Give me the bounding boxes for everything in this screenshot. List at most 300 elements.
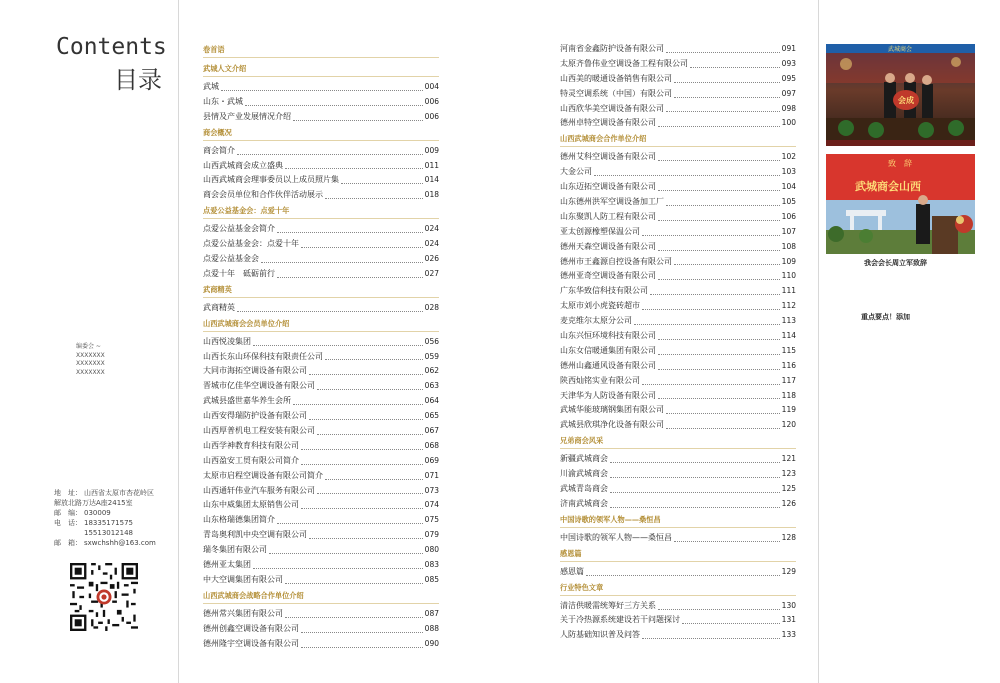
toc-entry[interactable] [560, 150, 796, 165]
toc-page-number: 102 [781, 152, 796, 162]
toc-leader-dots [293, 119, 423, 121]
toc-entry[interactable] [203, 543, 439, 558]
toc-entry-title: 青岛奥利凯中央空调有限公司 [203, 530, 307, 540]
toc-entry-title: 人防基础知识普及问答 [560, 630, 640, 640]
toc-page-number: 117 [781, 375, 796, 385]
toc-entry[interactable] [203, 222, 439, 237]
contents-title-zh: 目录 [114, 66, 162, 94]
toc-entry[interactable] [560, 284, 796, 299]
toc-entry[interactable] [560, 628, 796, 643]
toc-page-number: 129 [781, 566, 796, 576]
toc-entry-title: 山西厚普机电工程安装有限公司 [203, 426, 315, 436]
toc-leader-dots [586, 574, 780, 576]
toc-page-number: 097 [781, 88, 796, 98]
toc-entry-title: 德州市王鑫源自控设备有限公司 [560, 256, 672, 266]
toc-leader-dots [642, 637, 780, 639]
toc-page-number: 120 [781, 420, 796, 430]
toc-entry[interactable] [203, 528, 439, 543]
toc-entry[interactable] [560, 344, 796, 359]
toc-entry[interactable] [203, 364, 439, 379]
toc-entry[interactable] [203, 558, 439, 573]
toc-page-number: 006 [424, 96, 439, 106]
toc-page-number: 130 [781, 600, 796, 610]
toc-entry[interactable] [560, 599, 796, 614]
toc-column-2 [560, 42, 796, 643]
toc-leader-dots [658, 249, 780, 251]
toc-page-number: 067 [424, 426, 439, 436]
photo-chairman-speech [826, 154, 975, 254]
toc-page-number: 004 [424, 81, 439, 91]
toc-entry[interactable] [560, 565, 796, 580]
toc-page-number: 126 [781, 498, 796, 508]
toc-page-number: 024 [424, 239, 439, 249]
toc-entry-title: 德州创鑫空调设备有限公司 [203, 623, 299, 633]
toc-entry-title: 武商精英 [203, 302, 235, 312]
toc-entry-title: 太原市启程空调设备有限公司简介 [203, 470, 323, 480]
toc-leader-dots [690, 66, 780, 68]
toc-page-number: 027 [424, 268, 439, 278]
toc-entry-title: 亚太创源橡塑保温公司 [560, 226, 640, 236]
toc-entry[interactable] [560, 255, 796, 270]
phone-label: 电 话： [54, 519, 82, 527]
toc-entry-title: 商会简介 [203, 145, 235, 155]
toc-page-number: 083 [424, 560, 439, 570]
toc-page-number: 115 [781, 345, 796, 355]
toc-section-heading: 点爱公益基金会：点爱十年 [203, 203, 439, 219]
toc-leader-dots [658, 338, 780, 340]
toc-section-heading: 武商精英 [203, 282, 439, 298]
toc-leader-dots [253, 344, 423, 346]
toc-leader-dots [666, 427, 780, 429]
toc-entry[interactable] [203, 335, 439, 350]
toc-entry-title: 德州艾科空调设备有限公司 [560, 152, 656, 162]
toc-entry[interactable] [560, 452, 796, 467]
toc-leader-dots [237, 153, 423, 155]
toc-entry-title: 济南武城商会 [560, 498, 608, 508]
toc-section-heading: 山西武城商会会员单位介绍 [203, 316, 439, 332]
toc-entry[interactable] [203, 424, 439, 439]
toc-leader-dots [658, 219, 780, 221]
photo-caption-1: 我会会长周立军致辞 [864, 259, 927, 267]
toc-entry[interactable] [203, 394, 439, 409]
toc-page-number: 090 [424, 638, 439, 648]
toc-entry-title: 大金公司 [560, 167, 592, 177]
toc-page-number: 075 [424, 515, 439, 525]
toc-page-number: 062 [424, 366, 439, 376]
toc-page-number: 071 [424, 470, 439, 480]
toc-entry-title: 德州亚太集团 [203, 560, 251, 570]
toc-entry[interactable] [560, 102, 796, 117]
toc-entry[interactable] [560, 467, 796, 482]
toc-entry-title: 特灵空调系统（中国）有限公司 [560, 88, 672, 98]
toc-entry-title: 山西欣华美空调设备有限公司 [560, 103, 664, 113]
toc-page-number: 128 [781, 532, 796, 542]
phone-1: 18335171575 [84, 519, 133, 527]
toc-entry[interactable] [203, 513, 439, 528]
toc-leader-dots [277, 522, 423, 524]
toc-entry-title: 大同市海拓空调设备有限公司 [203, 366, 307, 376]
toc-entry[interactable] [560, 116, 796, 131]
toc-leader-dots [285, 582, 423, 584]
photo2-banner-text: 武城商会山西 [855, 180, 921, 193]
toc-entry[interactable] [560, 165, 796, 180]
toc-leader-dots [642, 383, 780, 385]
left-divider [178, 0, 179, 683]
toc-entry[interactable] [560, 240, 796, 255]
toc-page-number: 116 [781, 360, 796, 370]
toc-leader-dots [666, 110, 780, 112]
toc-leader-dots [674, 263, 780, 265]
toc-entry[interactable] [203, 498, 439, 513]
toc-leader-dots [658, 159, 780, 161]
toc-leader-dots [674, 540, 780, 542]
toc-entry-title: 山西美的暖通设备销售有限公司 [560, 73, 672, 83]
toc-entry[interactable] [203, 607, 439, 622]
toc-leader-dots [610, 491, 780, 493]
toc-page-number: 105 [781, 197, 796, 206]
toc-entry-title: 山东・武城 [203, 96, 243, 106]
toc-leader-dots [658, 278, 780, 280]
photo1-banner-text: 武城商会 [887, 46, 913, 53]
toc-page-number: 119 [781, 405, 796, 415]
toc-entry[interactable] [203, 637, 439, 652]
toc-entry[interactable] [203, 188, 439, 203]
toc-section-heading: 武城人文介绍 [203, 61, 439, 77]
toc-entry-title: 瑞冬集团有限公司 [203, 545, 267, 555]
toc-page-number: 111 [781, 286, 796, 296]
phone-2: 15513012148 [84, 529, 133, 537]
toc-leader-dots [277, 276, 423, 278]
toc-page-number: 074 [424, 500, 439, 510]
toc-entry[interactable] [203, 409, 439, 424]
toc-page-number: 121 [781, 454, 796, 464]
postcode-label: 邮 编： [54, 509, 82, 517]
toc-leader-dots [301, 646, 423, 648]
toc-page-number: 073 [424, 485, 439, 495]
toc-entry[interactable] [203, 252, 439, 267]
toc-entry[interactable] [203, 379, 439, 394]
toc-leader-dots [650, 293, 780, 295]
editorial-board [76, 343, 105, 377]
toc-entry-title: 川渝武城商会 [560, 469, 608, 479]
toc-entry[interactable] [560, 531, 796, 546]
toc-leader-dots [642, 234, 780, 236]
toc-entry[interactable] [203, 484, 439, 499]
address-label: 地 址： [54, 489, 82, 497]
toc-section-heading: 山西武城商会战略合作单位介绍 [203, 588, 439, 604]
toc-entry-title: 点爱十年 砥砺前行 [203, 268, 275, 278]
toc-entry-title: 中国诗歌的领军人物——桑恒昌 [560, 532, 672, 542]
toc-entry[interactable] [203, 80, 439, 95]
toc-entry[interactable] [203, 267, 439, 282]
right-divider [818, 0, 819, 683]
toc-entry[interactable] [560, 57, 796, 72]
toc-leader-dots [317, 433, 423, 435]
toc-leader-dots [301, 463, 423, 465]
editor-name: XXXXXXX [76, 368, 105, 376]
toc-entry[interactable] [203, 173, 439, 188]
toc-section-heading: 行业特色文章 [560, 580, 796, 596]
toc-entry[interactable] [203, 350, 439, 365]
toc-entry-title: 山西安得瑞防护设备有限公司 [203, 411, 307, 421]
toc-entry[interactable] [560, 359, 796, 374]
toc-entry-title: 山东女信暖通集团有限公司 [560, 345, 656, 355]
toc-entry[interactable] [560, 42, 796, 57]
toc-leader-dots [285, 167, 423, 169]
toc-entry-title: 山西武城商会理事委员以上成员照片集 [203, 175, 339, 185]
editor-name: XXXXXXX [76, 351, 105, 359]
toc-page-number: 063 [424, 381, 439, 391]
toc-leader-dots [269, 552, 423, 554]
toc-leader-dots [666, 412, 780, 414]
toc-page-number: 109 [781, 256, 796, 266]
toc-page-number: 080 [424, 545, 439, 555]
toc-leader-dots [658, 125, 780, 127]
toc-section-heading: 山西武城商会合作单位介绍 [560, 131, 796, 147]
toc-page-number: 114 [781, 331, 796, 341]
toc-entry[interactable] [203, 110, 439, 125]
toc-page-number: 106 [781, 211, 796, 221]
toc-entry-title: 武城青岛商会 [560, 484, 608, 494]
editor-name: XXXXXXX [76, 360, 105, 367]
toc-leader-dots [301, 448, 423, 450]
toc-page-number: 112 [781, 301, 796, 311]
contents-title-en: Contents [56, 34, 167, 60]
toc-entry-title: 山东德州洪军空调设备加工厂 [560, 197, 664, 206]
photo-caption-2: 重点要点！添加 [861, 313, 910, 321]
toc-leader-dots [325, 478, 423, 480]
toc-entry-title: 点爱公益基金会简介 [203, 224, 275, 234]
toc-page-number: 085 [424, 574, 439, 584]
toc-entry-title: 广东华致信科技有限公司 [560, 286, 648, 296]
toc-entry-title: 武城 [203, 81, 219, 91]
toc-entry[interactable] [560, 180, 796, 195]
toc-leader-dots [658, 368, 780, 370]
toc-page-number: 065 [424, 411, 439, 421]
toc-entry[interactable] [203, 144, 439, 159]
toc-leader-dots [285, 616, 423, 618]
toc-page-number: 118 [781, 390, 796, 400]
toc-entry-title: 麦克维尔太原分公司 [560, 316, 632, 326]
toc-entry-title: 天津华为人防设备有限公司 [560, 390, 656, 400]
toc-page-number: 091 [781, 43, 796, 53]
toc-leader-dots [301, 246, 423, 248]
toc-page-number: 100 [781, 118, 796, 128]
toc-leader-dots [317, 388, 423, 390]
toc-entry-title: 点爱公益基金会 [203, 254, 259, 263]
toc-entry[interactable] [560, 210, 796, 225]
toc-entry-title: 山东中威集团太原销售公司 [203, 500, 299, 510]
toc-entry-title: 山西盈安工贸有限公司简介 [203, 455, 299, 465]
toc-entry-title: 关于冷热源系统建设若干问题探讨 [560, 615, 680, 625]
toc-entry[interactable] [203, 622, 439, 637]
toc-leader-dots [610, 461, 780, 463]
toc-page-number: 011 [424, 160, 439, 170]
email-label: 邮 箱： [54, 539, 82, 547]
toc-page-number: 104 [781, 182, 796, 192]
email: sxwchshh@163.com [84, 539, 156, 547]
toc-entry-title: 陕西灿铭实业有限公司 [560, 375, 640, 385]
toc-entry-title: 武城县欣琪净化设备有限公司 [560, 420, 664, 430]
toc-page-number: 098 [781, 103, 796, 113]
toc-leader-dots [301, 631, 423, 633]
toc-entry[interactable] [203, 159, 439, 174]
toc-page-number: 068 [424, 440, 439, 450]
toc-leader-dots [341, 182, 423, 184]
toc-page-number: 103 [781, 167, 796, 177]
toc-section-heading: 卷首语 [203, 42, 439, 58]
toc-page-number: 056 [424, 336, 439, 346]
toc-entry[interactable] [560, 225, 796, 240]
toc-page-number: 064 [424, 396, 439, 406]
toc-entry-title: 感恩篇 [560, 566, 584, 576]
toc-page-number: 093 [781, 58, 796, 68]
toc-page-number: 123 [781, 469, 796, 479]
toc-entry-title: 德州隆宇空调设备有限公司 [203, 638, 299, 648]
toc-leader-dots [277, 231, 423, 233]
toc-page-number: 125 [781, 484, 796, 494]
toc-entry-title: 德州亚奇空调设备有限公司 [560, 271, 656, 281]
toc-entry[interactable] [560, 482, 796, 497]
toc-entry-title: 中大空调集团有限公司 [203, 574, 283, 584]
toc-page-number: 079 [424, 530, 439, 540]
toc-entry[interactable] [560, 314, 796, 329]
toc-leader-dots [610, 476, 780, 478]
toc-leader-dots [309, 537, 423, 539]
toc-page-number: 059 [424, 351, 439, 361]
toc-entry-title: 山东聚凯人防工程有限公司 [560, 211, 656, 221]
toc-page-number: 133 [781, 630, 796, 640]
toc-column-1 [203, 42, 439, 652]
toc-leader-dots [658, 189, 780, 191]
toc-entry-title: 山西学神教育科技有限公司 [203, 440, 299, 450]
toc-leader-dots [245, 104, 423, 106]
toc-entry[interactable] [203, 237, 439, 252]
toc-leader-dots [666, 204, 780, 206]
toc-page-number: 087 [424, 608, 439, 618]
toc-entry[interactable] [560, 269, 796, 284]
toc-page-number: 024 [424, 224, 439, 234]
toc-page-number: 110 [781, 271, 796, 281]
toc-leader-dots [325, 197, 423, 199]
toc-page-number: 014 [424, 175, 439, 185]
toc-leader-dots [642, 308, 780, 310]
toc-entry[interactable] [560, 195, 796, 210]
toc-entry-title: 德州天森空调设备有限公司 [560, 241, 656, 251]
toc-page-number: 028 [424, 302, 439, 312]
toc-page-number: 009 [424, 145, 439, 155]
toc-entry-title: 武城县盛世嘉华养生会所 [203, 396, 291, 406]
toc-leader-dots [658, 608, 780, 610]
toc-entry-title: 晋城市亿佳华空调设备有限公司 [203, 381, 315, 391]
toc-leader-dots [666, 51, 780, 53]
toc-page-number: 131 [781, 615, 796, 625]
toc-leader-dots [309, 373, 423, 375]
toc-entry-title: 县情及产业发展情况介绍 [203, 111, 291, 121]
toc-page-number: 108 [781, 241, 796, 251]
toc-entry[interactable] [560, 418, 796, 433]
toc-entry-title: 河南省金鑫防护设备有限公司 [560, 43, 664, 53]
toc-leader-dots [674, 81, 780, 83]
left-panel [0, 0, 178, 683]
toc-entry-title: 德州卓特空调设备有限公司 [560, 118, 656, 128]
toc-entry[interactable] [203, 469, 439, 484]
toc-leader-dots [674, 96, 780, 98]
toc-entry[interactable] [560, 299, 796, 314]
toc-entry[interactable] [560, 87, 796, 102]
toc-page-number: 088 [424, 623, 439, 633]
toc-leader-dots [261, 261, 423, 263]
address-line2: 解放北路万达A座2415室 [54, 499, 133, 507]
toc-leader-dots [658, 397, 780, 399]
toc-leader-dots [317, 492, 423, 494]
toc-entry-title: 太原市刘小虎瓷砖超市 [560, 301, 640, 311]
toc-entry-title: 山东兴恒环境科技有限公司 [560, 331, 656, 341]
toc-entry[interactable] [203, 301, 439, 316]
toc-leader-dots [682, 622, 780, 624]
contact-info [54, 488, 156, 548]
toc-entry-title: 点爱公益基金会：点爱十年 [203, 239, 299, 249]
toc-entry-title: 新疆武城商会 [560, 454, 608, 464]
toc-entry[interactable] [560, 614, 796, 629]
toc-leader-dots [610, 506, 780, 508]
toc-entry-title: 山西通轩伟业汽车服务有限公司 [203, 485, 315, 495]
toc-section-heading: 中国诗歌的领军人物——桑恒昌 [560, 512, 796, 528]
toc-leader-dots [594, 174, 780, 176]
toc-page-number: 018 [424, 190, 439, 200]
toc-entry-title: 山东格瑞德集团简介 [203, 515, 275, 525]
toc-entry-title: 山东迈拓空调设备有限公司 [560, 182, 656, 192]
toc-leader-dots [325, 358, 423, 360]
toc-entry-title: 太原齐鲁伟业空调设备工程有限公司 [560, 58, 688, 68]
photo1-sign-text: 会成 [898, 96, 914, 105]
toc-section-heading: 感恩篇 [560, 546, 796, 562]
photo-meeting-speakers [826, 44, 975, 146]
toc-leader-dots [301, 507, 423, 509]
photo2-banner-top-text: 致 辞 [888, 159, 912, 168]
toc-leader-dots [658, 353, 780, 355]
toc-entry[interactable] [203, 439, 439, 454]
toc-entry-title: 商会会员单位和合作伙伴活动展示 [203, 190, 323, 200]
toc-entry[interactable] [560, 403, 796, 418]
toc-entry[interactable] [560, 374, 796, 389]
toc-leader-dots [634, 323, 780, 325]
toc-entry-title: 德州常兴集团有限公司 [203, 608, 283, 618]
toc-entry[interactable] [203, 454, 439, 469]
toc-section-heading: 兄弟商会风采 [560, 433, 796, 449]
toc-entry[interactable] [203, 95, 439, 110]
toc-entry[interactable] [203, 573, 439, 588]
qr-code-icon [70, 563, 138, 631]
toc-leader-dots [293, 403, 423, 405]
toc-page-number: 095 [781, 73, 796, 83]
toc-entry-title: 山西长东山环保科技有限责任公司 [203, 351, 323, 361]
address-line1: 山西省太原市杏花岭区 [84, 489, 154, 497]
toc-entry[interactable] [560, 497, 796, 512]
toc-leader-dots [253, 567, 423, 569]
toc-page-number: 107 [781, 226, 796, 236]
editorial-board-label: 编委会 ~ [76, 343, 101, 350]
toc-entry[interactable] [560, 329, 796, 344]
toc-page-number: 069 [424, 455, 439, 465]
toc-entry[interactable] [560, 389, 796, 404]
toc-page-number: 026 [424, 254, 439, 263]
toc-entry[interactable] [560, 72, 796, 87]
toc-page-number: 113 [781, 316, 796, 326]
toc-page-number: 006 [424, 111, 439, 121]
toc-entry-title: 山西武城商会成立盛典 [203, 160, 283, 170]
toc-entry-title: 德州山鑫通风设备有限公司 [560, 360, 656, 370]
